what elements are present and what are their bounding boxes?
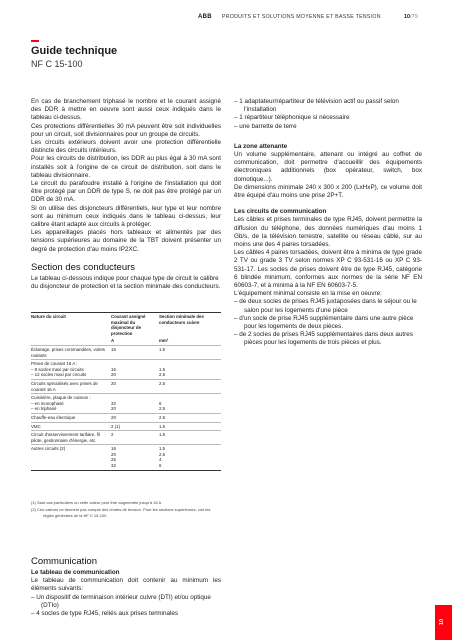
table-row — [31, 430, 221, 444]
table-cell: 1.5 — [159, 432, 166, 438]
table-cell: Prises de courant 16 A : – 8 socles maxi par circuits – 12 socles maxi par circuits — [31, 361, 87, 378]
paragraph: Pour les circuits de distribution, les DDR au plus égal à 30 mA sont installés soit à l'origine de ce circuit de distribution, soit dans le tableau divisionnaire. — [31, 155, 221, 179]
table-units-row — [31, 337, 221, 345]
table-header-row — [31, 312, 221, 337]
table-cell: Éclairage, prises commandées, volets roulants — [31, 346, 105, 358]
table-header-cell: Nature du circuit — [31, 314, 66, 319]
table-cell: Circuits spécialisés avec prises de courant 16 A — [31, 380, 98, 392]
table-row — [31, 379, 221, 393]
brand-logo: ABB — [198, 14, 212, 20]
table-row — [31, 359, 221, 379]
list-item: – de 2 socles de prises RJ45 supplémentaires dans deux autres pièces pour les logements de trois pièces et plus. — [234, 331, 413, 347]
page-current: 10 — [404, 14, 411, 20]
page-header — [0, 0, 452, 32]
right-column — [234, 98, 422, 348]
paragraph: Ces protections différentielles 30 mA peuvent être soit individuelles pour un circuit, soit divisionnaires pour un groupe de circuits. — [31, 122, 221, 138]
page-number — [404, 14, 418, 20]
table-cell: 1.5 — [159, 346, 166, 352]
paragraph: Un volume supplémentaire, attenant ou intégré au coffret de communication, doit permettre d'accueillir des équipements électroniques additionnels (box opérateur, switch, box domotique...). — [234, 151, 422, 183]
table-row — [31, 393, 221, 413]
left-column — [31, 98, 221, 291]
paragraph: L'équipement minimal consiste en la mise en oeuvre: — [234, 290, 382, 298]
paragraph: Le tableau de communication doit contenir au minimum les éléments suivants: — [31, 577, 221, 593]
subheading-circuits-communication: Les circuits de communication — [234, 208, 327, 216]
table-cell: 2.5 — [159, 414, 166, 420]
communication-section — [31, 556, 221, 618]
paragraph: De dimensions minimale 240 x 300 x 200 (LxHxP), ce volume doit être équipé d'au moins une prise 2P+T. — [234, 183, 422, 200]
list-item: – Un dispositif de terminaison intérieur culvre (DTI) et/ou optique (DTIo) — [31, 593, 211, 609]
table-cell: 2.5 — [159, 380, 166, 386]
table-unit-cell: mm² — [159, 338, 169, 344]
paragraph: Si on utilise des disjoncteurs différentiels, leur type et leur nombre sont au minimum ceux indiqués dans le tableau ci-dessus, leur calibre étant adapté aux circuits à protéger. — [31, 204, 221, 229]
paragraph: En cas de branchement triphasé le nombre et le courant assigné des DDR à mettre en oeuvre sont aussi ceux indiqués dans le tableau ci-dessus. — [31, 98, 221, 122]
subheading-zone-attenante: La zone attenante — [234, 142, 288, 150]
table-unit-cell: A — [111, 338, 115, 344]
list-item: – 1 adaptateur/répartiteur de télévision actif ou passif selon l'installation — [234, 98, 399, 114]
list-item: – une barrette de terre — [234, 122, 297, 130]
paragraph: Les circuits extérieurs doivent avoir une protection différentielle distincte des circuits intérieurs. — [31, 139, 221, 155]
paragraph: Le circuit du parafoudre installé à l'origine de l'installation qui doit être protégé par un DDR de type S, ne doit pas être protégé par un DDR de 30 mA. — [31, 180, 221, 204]
footnote: (2) Ces valeurs ne tiennent pas compte des chutes de tension. Pour les sections supérieures, voir les règles générales de la NF C 15-100. — [31, 507, 211, 518]
table-row — [31, 444, 221, 470]
table-cell: 32 20 — [111, 400, 116, 412]
section-heading-conducteurs: Section des conducteurs — [31, 261, 136, 273]
chapter-tab-label: 10 — [439, 618, 446, 626]
table-cell: 2 (1) — [111, 423, 121, 429]
conductor-table — [31, 312, 221, 471]
table-cell: VMC — [31, 423, 41, 429]
list-item: – 1 répartiteur téléphonique si nécessaire — [234, 114, 350, 122]
table-header-cell: Section minimale des conducteurs cuivre — [159, 314, 204, 325]
table-cell: 16 20 25 32 — [111, 446, 116, 469]
subheading: Le tableau de communication — [31, 569, 120, 576]
table-cell: Cuisinière, plaque de cuisson : – en monophasé – en triphasé — [31, 395, 91, 412]
table-row — [31, 422, 221, 431]
list-item: – de deux socles de prises RJ45 juxtaposées dans le séjour ou le salon pour les logements d'une pièce — [234, 298, 417, 314]
list-item: – 4 socles de type RJ45, reliés aux prises terminales — [31, 610, 178, 618]
table-cell: 20 — [111, 414, 116, 420]
page-subtitle: NF C 15-100 — [31, 59, 83, 69]
header-title: PRODUITS ET SOLUTIONS MOYENNE ET BASSE TENSION — [222, 14, 381, 20]
table-cell: 1.5 2.5 4 6 — [159, 446, 166, 469]
table-cell: 2 — [111, 432, 114, 438]
table-cell: 16 20 — [111, 366, 116, 378]
page-total: 79 — [411, 14, 418, 20]
table-cell: 1.5 — [159, 423, 166, 429]
title-accent-bar — [31, 40, 39, 42]
footnote: (1) Sauf cas particuliers où cette valeur peut être augmentée jusqu'à 16 A — [31, 500, 162, 505]
paragraph: Le tableau ci-dessous indique pour chaque type de circuit le calibre du disjoncteur de protection et la section minimale des conducteurs. — [31, 274, 221, 291]
table-row — [31, 345, 221, 359]
list-item: – d'un socle de prise RJ45 supplémentaire dans une autre pièce pour les logements de deux pièces. — [234, 314, 414, 331]
page-title: Guide technique — [31, 45, 118, 57]
table-cell: Autres circuits (2) — [31, 446, 66, 452]
paragraph: Les câbles 4 paires torsadées, doivent être à minima de type grade 2 TV ou grade 3 TV selon normes XP C 93-531-16 ou XP C 93-531-17. Les socles de prises doivent être de type RJ45, catégorie 6 blindée minimum, conformes aux normes de la série NF EN 60603-7, et à minima à la NF EN 60603-7-5. — [234, 249, 422, 290]
table-cell: Circuit d'asservissement tarifaire, fil pilote, gestionnaire d'énergie, etc. — [31, 432, 100, 443]
table-cell: 20 — [111, 380, 116, 386]
table-header-cell: Courant assigné maximal du disjoncteur de protection — [111, 314, 146, 336]
page-separator: / — [410, 14, 412, 20]
section-heading-communication: Communication — [31, 556, 97, 567]
table-unit-cell — [31, 338, 111, 344]
paragraph: Les appareillages placés hors tableaux et alimentés par des tensions supérieures au domaine de la TBT doivent présenter un degré de protection d'au moins IP2XC. — [31, 229, 221, 253]
table-cell: Chauffe-eau électrique — [31, 414, 76, 420]
paragraph: Les câbles et prises terminales de type RJ45, doivent permettre la diffusion du téléphone, des données numériques d'au moins 1 Gb/s, de la télévision terrestre, satellite ou réseau câblé, sur au moins une des 4 paires torsadées. — [234, 216, 422, 249]
table-cell: 1.5 2.5 — [159, 366, 166, 378]
table-body — [31, 345, 221, 471]
table-cell: 6 2.5 — [159, 400, 166, 412]
footnotes — [31, 500, 221, 520]
table-cell: 16 — [111, 346, 116, 352]
table-row — [31, 413, 221, 422]
chapter-tab — [435, 605, 452, 640]
